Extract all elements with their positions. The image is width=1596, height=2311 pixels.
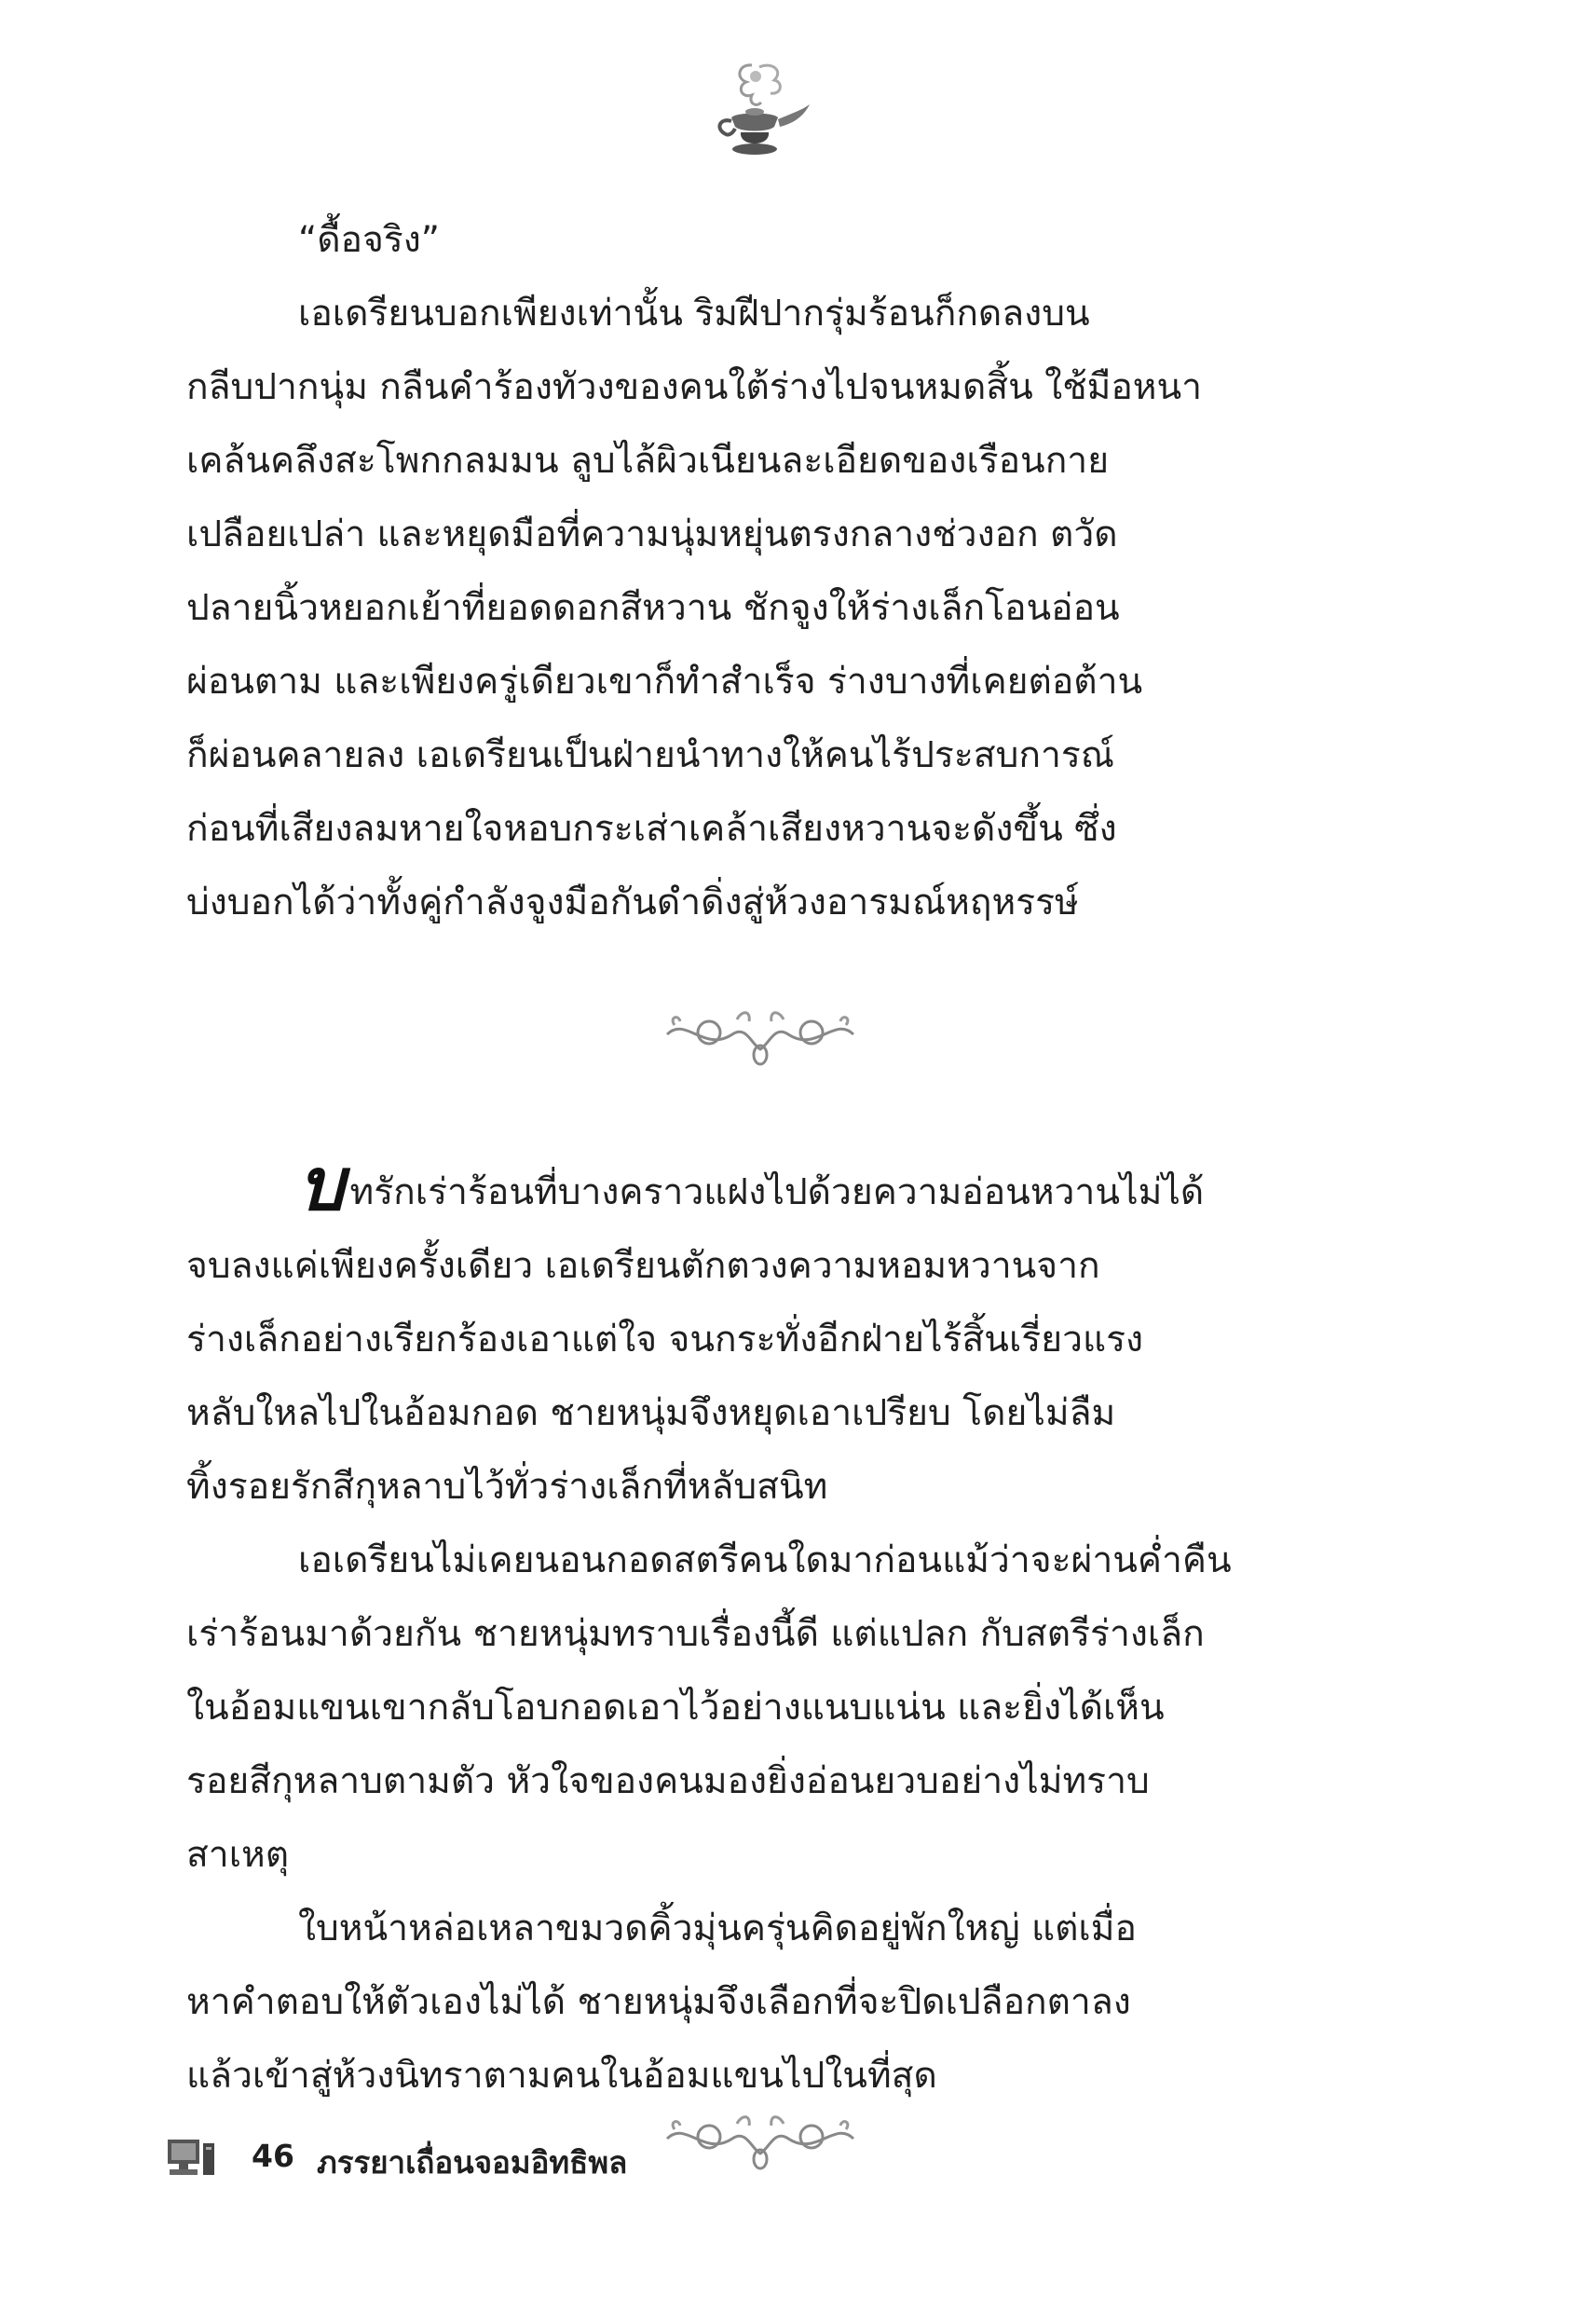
text-line: ร่างเล็กอย่างเรียกร้องเอาแต่ใจ จนกระทั่งอีกฝ่ายไร้สิ้นเรี่ยวแรง [186,1319,1144,1361]
paragraph-2 [186,277,1325,939]
text-line: สาเหตุ [186,1834,290,1876]
text-line: ทิ้งรอยรักสีกุหลาบไว้ทั่วร่างเล็กที่หลับสนิท [186,1466,828,1508]
text-line: ก็ผ่อนคลายลง เอเดรียนเป็นฝ่ายนำทางให้คนไร้ประสบการณ์ [186,734,1114,776]
paragraph-1 [186,203,1325,277]
text-line: เอเดรียนไม่เคยนอนกอดสตรีคนใดมาก่อนแม้ว่าจะผ่านค่ำคืน [298,1539,1232,1581]
text-line [186,1156,1325,1229]
page-footer [166,2134,818,2190]
text-line: บ่งบอกได้ว่าทั้งคู่กำลังจูงมือกันดำดิ่งสู่ห้วงอารมณ์หฤหรรษ์ [186,882,1079,923]
text-line: ในอ้อมแขนเขากลับโอบกอดเอาไว้อย่างแนบแน่น และยิ่งได้เห็น [186,1687,1165,1729]
text-line: หาคำตอบให้ตัวเองไม่ได้ ชายหนุ่มจึงเลือกที่จะปิดเปลือกตาลง [186,1981,1131,2023]
text-line: ก่อนที่เสียงลมหายใจหอบกระเส่าเคล้าเสียงหวานจะดังขึ้น ซึ่ง [186,808,1117,850]
computer-icon [166,2138,218,2179]
text-line: จบลงแค่เพียงครั้งเดียว เอเดรียนตักตวงความหอมหวานจาก [186,1245,1100,1287]
text-line: ปลายนิ้วหยอกเย้าที่ยอดดอกสีหวาน ชักจูงให้ร่างเล็กโอนอ่อน [186,587,1120,629]
paragraph-4 [186,1524,1325,1892]
text-line: ผ่อนตาม และเพียงครู่เดียวเขาก็ทำสำเร็จ ร่างบางที่เคยต่อต้าน [186,661,1143,703]
text-line: หลับใหลไปในอ้อมกอด ชายหนุ่มจึงหยุดเอาเปรียบ โดยไม่ลืม [186,1392,1116,1434]
text-line: เปลือยเปล่า และหยุดมือที่ความนุ่มหยุ่นตรงกลางช่วงอก ตวัด [186,513,1118,555]
book-title: ภรรยาเถื่อนจอมอิทธิพล [317,2144,628,2181]
floral-ornament-icon [658,997,863,1072]
text-line: กลีบปากนุ่ม กลืนคำร้องทัวงของคนใต้ร่างไปจนหมดสิ้น ใช้มือหนา [186,366,1203,408]
text-line: ใบหน้าหล่อเหลาขมวดคิ้วมุ่นครุ่นคิดอยู่พักใหญ่ แต่เมื่อ [298,1908,1137,1949]
text-line: “ดื้อจริง” [298,219,441,261]
paragraph-3 [186,1156,1325,1524]
drop-cap: บ [298,1156,345,1227]
text-line-rest: ทรักเร่าร้อนที่บางคราวแฝงไปด้วยความอ่อนหวานไม่ได้ [349,1171,1205,1213]
genie-lamp-icon [694,58,815,170]
text-line: แล้วเข้าสู่ห้วงนิทราตามคนในอ้อมแขนไปในที่สุด [186,2055,937,2097]
text-line: เร่าร้อนมาด้วยกัน ชายหนุ่มทราบเรื่องนี้ดี แต่แปลก กับสตรีร่างเล็ก [186,1613,1205,1655]
text-line: เคล้นคลึงสะโพกกลมมน ลูบไล้ผิวเนียนละเอียดของเรือนกาย [186,440,1110,482]
text-line: รอยสีกุหลาบตามตัว หัวใจของคนมองยิ่งอ่อนยวบอย่างไม่ทราบ [186,1760,1150,1802]
paragraph-5 [186,1892,1325,2113]
text-line: เอเดรียนบอกเพียงเท่านั้น ริมฝีปากรุ่มร้อนก็กดลงบน [298,293,1090,335]
page-number: 46 [252,2138,294,2174]
